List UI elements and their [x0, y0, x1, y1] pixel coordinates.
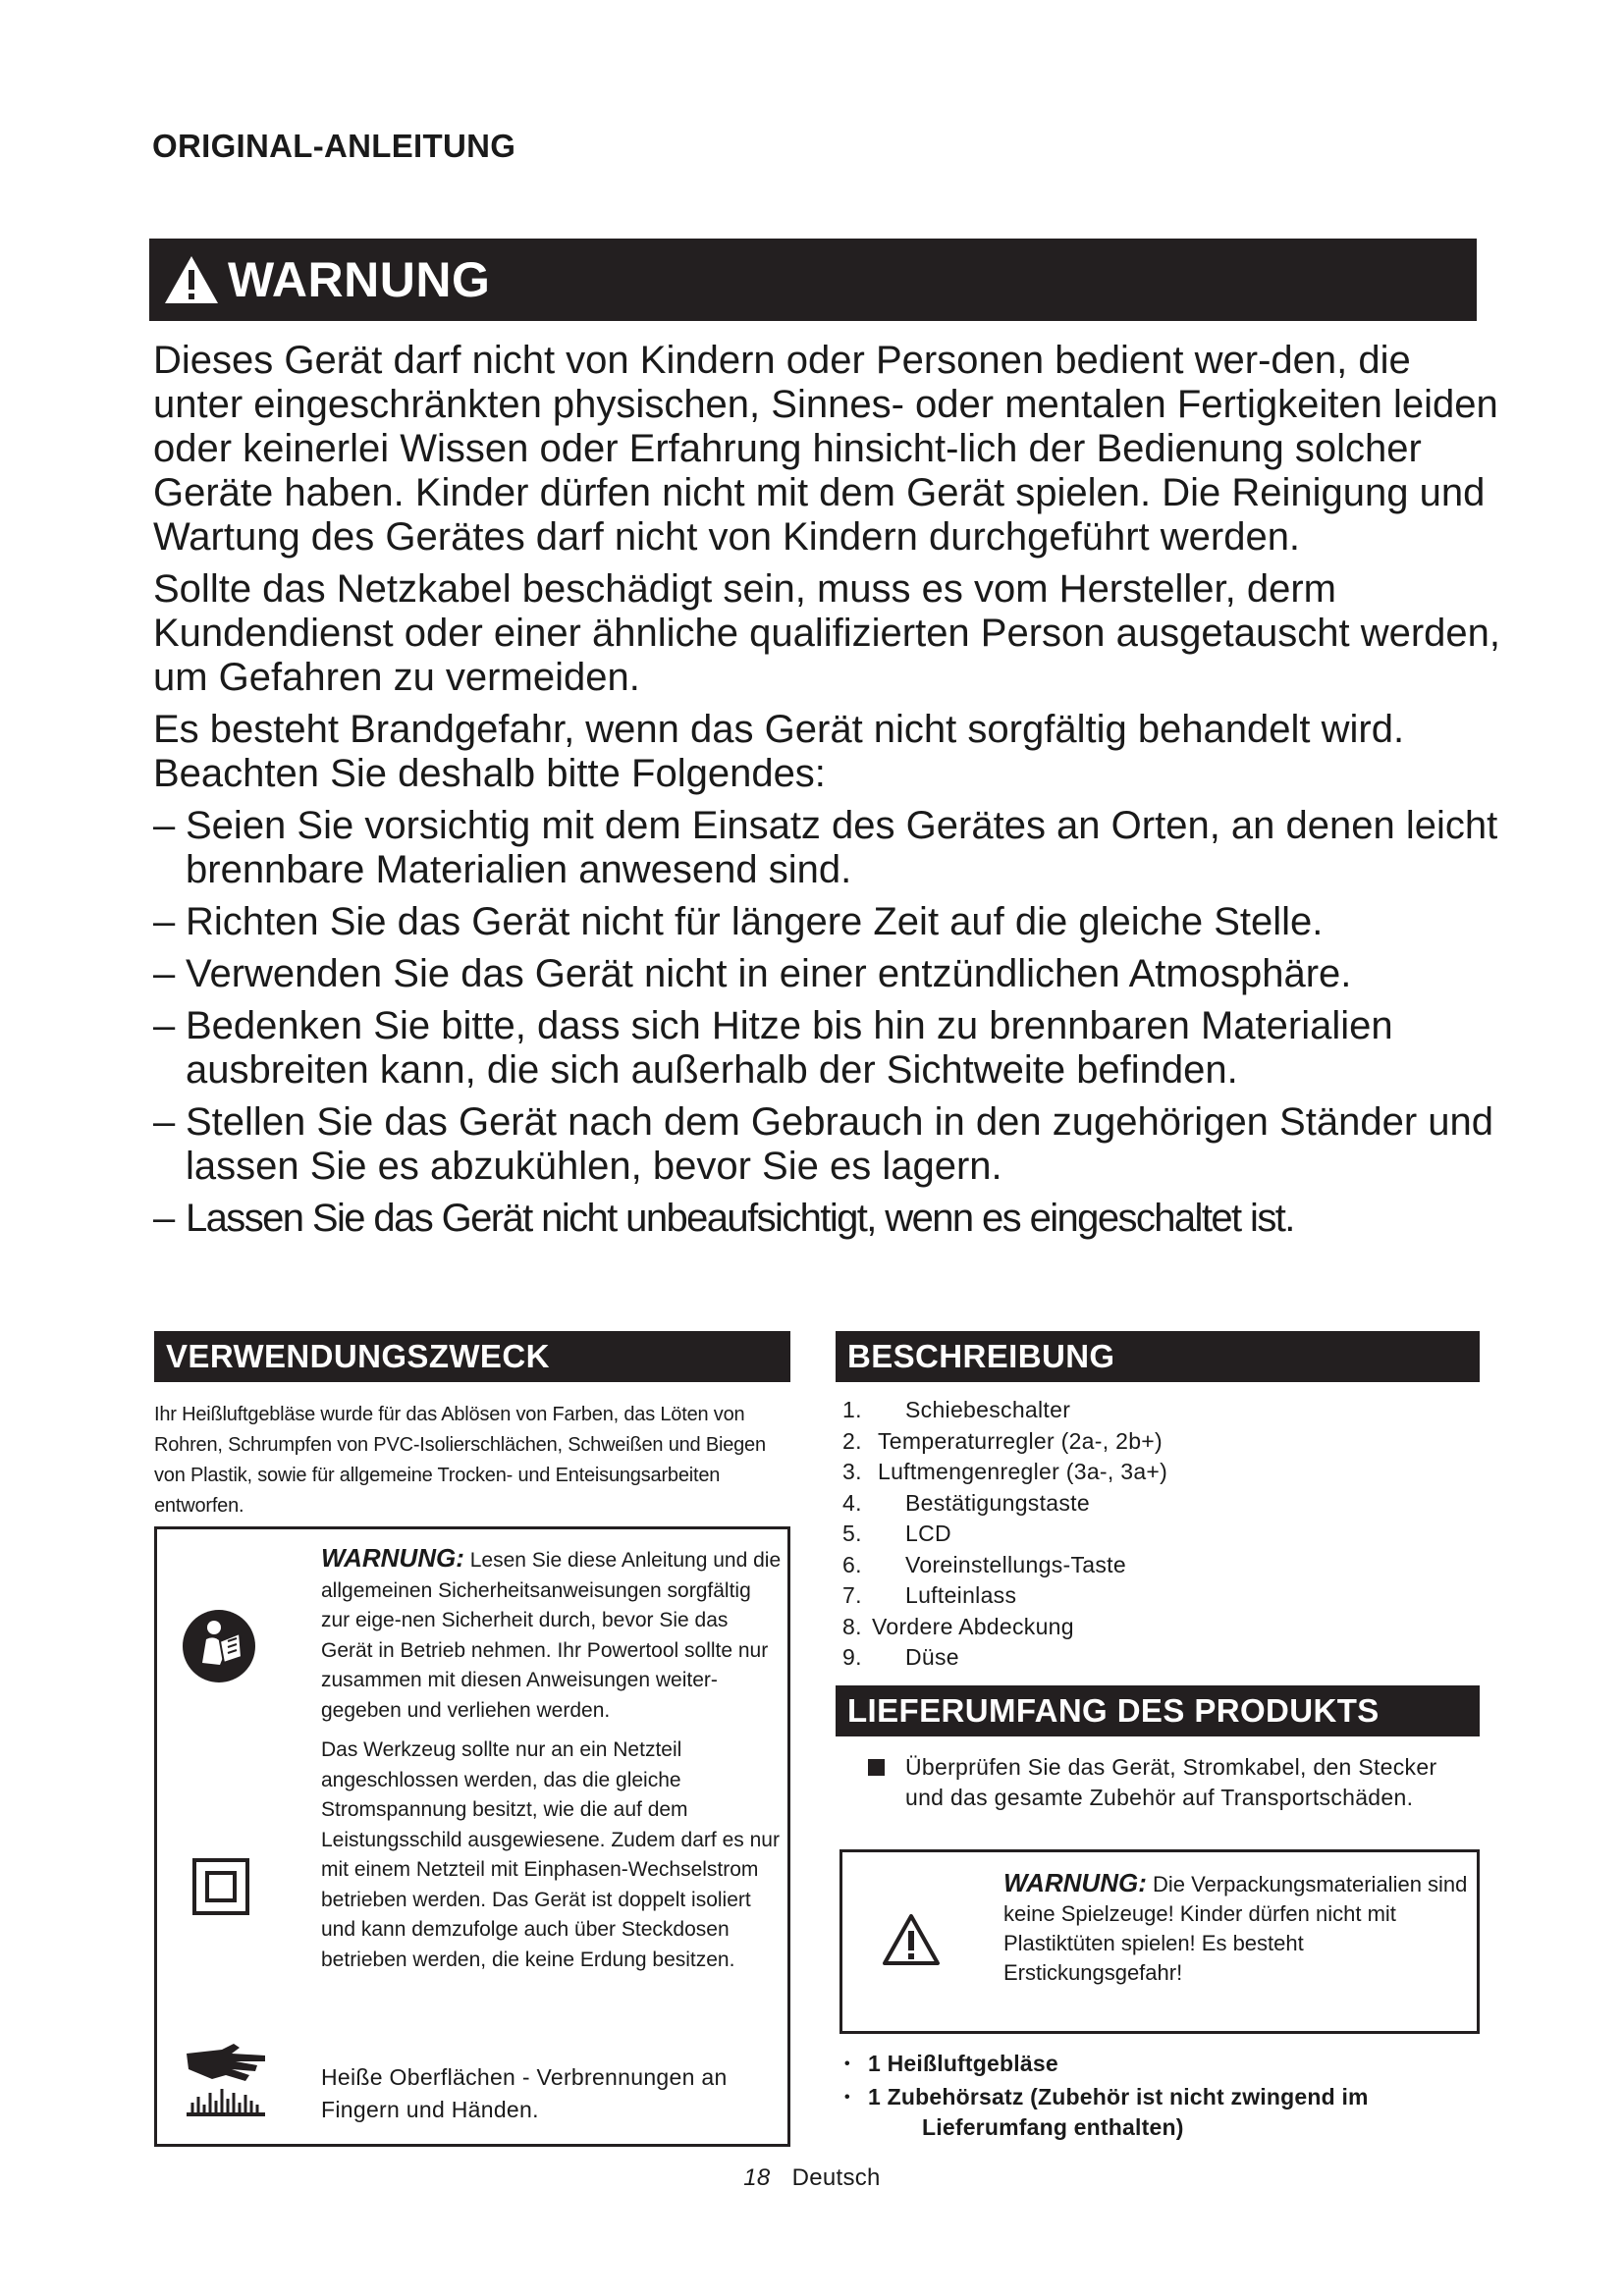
hot-surface-icon: [183, 2040, 269, 2118]
warning-body: [153, 339, 1508, 1249]
bullet-marker: •: [844, 2056, 850, 2072]
warning-item: – Bedenken Sie bitte, dass sich Hitze bis hin zu brennbaren Materialien ausbreiten kann, die sich außerhalb der Sichtweite befinden.: [153, 1004, 1393, 1092]
scope-heading: LIEFERUMFANG DES PRODUKTS: [836, 1685, 1480, 1736]
dash-marker: –: [153, 952, 176, 995]
document-title: ORIGINAL-ANLEITUNG: [152, 128, 516, 164]
list-item: 8. Vordere Abdeckung: [842, 1613, 1074, 1639]
warning-item: – Lassen Sie das Gerät nicht unbeaufsichtigt, wenn es eingeschaltet ist.: [153, 1197, 1294, 1240]
supply-list: [844, 2049, 1473, 2146]
warning-triangle-icon: [882, 1913, 941, 1966]
warning-label: WARNUNG:: [1003, 1868, 1147, 1897]
dash-marker: –: [153, 1197, 174, 1240]
packaging-warning-box: [839, 1849, 1480, 2034]
list-item: 3. Luftmengenregler (3a-, 3a+): [842, 1459, 1168, 1484]
usage-text: Ihr Heißluftgebläse wurde für das Ablösen von Farben, das Löten von Rohren, Schrumpfen von PVC-Isolierschlächen, Schweißen und Biegen von Plastik, sowie für allgemeine Trocken- und Enteisungsarbeiten entworfen.: [154, 1404, 766, 1517]
warning-item: – Seien Sie vorsichtig mit dem Einsatz des Gerätes an Orten, an denen leicht brennbare Materialien anwesend sind.: [153, 804, 1498, 891]
list-item: 5. LCD: [842, 1521, 951, 1546]
scope-check-item: Überprüfen Sie das Gerät, Stromkabel, den Stecker und das gesamte Zubehör auf Transportschäden.: [868, 1752, 1457, 1813]
list-item: 6. Voreinstellungs-Taste: [842, 1551, 1126, 1577]
usage-safety-box: [154, 1526, 790, 2147]
description-list: [842, 1395, 1471, 1674]
warning-item: – Richten Sie das Gerät nicht für längere Zeit auf die gleiche Stelle.: [153, 900, 1324, 943]
dash-marker: –: [153, 804, 176, 847]
warning-item: – Stellen Sie das Gerät nach dem Gebrauch in den zugehörigen Ständer und lassen Sie es abzukühlen, bevor Sie es lagern.: [153, 1100, 1493, 1188]
read-manual-icon: [181, 1608, 257, 1684]
bullet-marker: •: [844, 2089, 850, 2106]
warning-item: – Verwenden Sie das Gerät nicht in einer entzündlichen Atmosphäre.: [153, 952, 1352, 995]
square-bullet-icon: [868, 1759, 885, 1776]
power-supply-text: Das Werkzeug sollte nur an ein Netzteil angeschlossen werden, das die gleiche Stromspannung besitzt, wie die auf dem Leistungsschild ausgewiesene. Zudem darf es nur mit einem Netzteil mit Einphasen-Wechselstrom betrieben werden. Das Gerät ist doppelt isoliert und kann demzufolge auch über Steckdosen betrieben werden, die keine Erdung besitzen.: [321, 1738, 780, 1971]
dash-marker: –: [153, 1004, 176, 1047]
warning-paragraph: Sollte das Netzkabel beschädigt sein, muss es vom Hersteller, derm Kundendienst oder einer ähnliche qualifizierten Person ausgetauscht werden, um Gefahren zu vermeiden.: [153, 567, 1501, 699]
manual-warning-text: WARNUNG: Lesen Sie diese Anleitung und die allgemeinen Sicherheitsanweisungen sorgfältig zur eige-nen Sicherheit durch, bevor Sie das Gerät in Betrieb nehmen. Ihr Powertool sollte nur zusammen mit diesen Anweisungen weiter-gegeben und verliehen werden. Das Werkzeug sollte nur an ein Netzteil angeschlossen werden, das die gleiche Stromspannung besitzt, wie die auf dem Leistungsschild ausgewiesene. Zudem darf es nur mit einem Netzteil mit Einphasen-Wechselstrom betrieben werden. Das Gerät ist doppelt isoliert und kann demzufolge auch über Steckdosen betrieben werden, die keine Erdung besitzen.: [321, 1543, 783, 1985]
warning-triangle-icon: [163, 254, 220, 305]
dash-marker: –: [153, 1100, 176, 1144]
page-number: 18: [743, 2164, 771, 2191]
warning-paragraph: Dieses Gerät darf nicht von Kindern oder Personen bedient wer-den, die unter eingeschränkten physischen, Sinnes- oder mentalen Fertigkeiten leiden oder keinerlei Wissen oder Erfahrung hinsicht-lich der Bedienung solcher Geräte haben. Kinder dürfen nicht mit dem Gerät spielen. Die Reinigung und Wartung des Gerätes darf nicht von Kindern durchgeführt werden.: [153, 339, 1498, 559]
list-item: • 1 Zubehörsatz (Zubehör ist nicht zwingend im Lieferumfang enthalten): [844, 2084, 1369, 2140]
warning-paragraph: Es besteht Brandgefahr, wenn das Gerät nicht sorgfältig behandelt wird. Beachten Sie deshalb bitte Folgendes:: [153, 708, 1405, 795]
list-item: 4. Bestätigungstaste: [842, 1489, 1090, 1516]
double-insulation-icon: [192, 1858, 249, 1915]
warning-heading-bar: [149, 239, 1477, 321]
page-footer: [0, 2164, 1624, 2192]
list-item: 7. Lufteinlass: [842, 1582, 1017, 1608]
warning-heading: WARNUNG: [228, 252, 491, 307]
warning-label: WARNUNG:: [321, 1543, 464, 1573]
footer-language: Deutsch: [791, 2164, 881, 2191]
list-item: • 1 Heißluftgebläse: [844, 2049, 1473, 2079]
dash-marker: –: [153, 900, 176, 943]
description-heading: BESCHREIBUNG: [836, 1331, 1480, 1382]
list-item: 2. Temperaturregler (2a-, 2b+): [842, 1427, 1163, 1454]
hot-surface-text: Heiße Oberflächen - Verbrennungen an Fingern und Händen.: [321, 2064, 728, 2122]
usage-heading: VERWENDUNGSZWECK: [154, 1331, 790, 1382]
list-item: 1. Schiebeschalter: [842, 1397, 1071, 1422]
packaging-warning-text: WARNUNG: Die Verpackungsmaterialien sind keine Spielzeuge! Kinder dürfen nicht mit Plastiktüten spielen! Es besteht Erstickungsgefahr!: [1003, 1868, 1468, 1985]
list-item: 9. Düse: [842, 1644, 959, 1670]
